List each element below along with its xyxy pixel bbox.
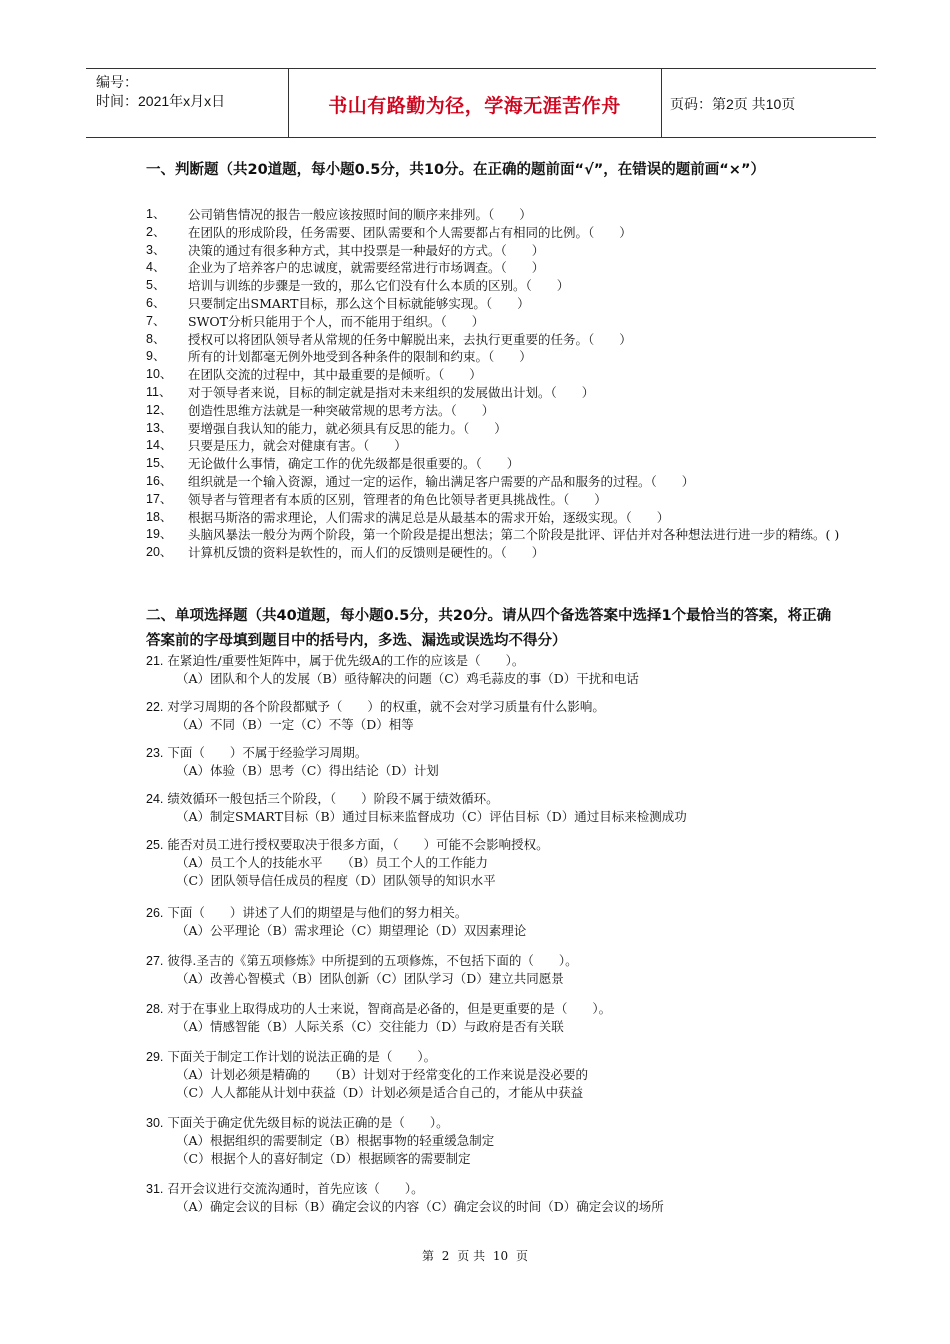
question-number: 23. — [146, 746, 164, 760]
tf-question — [146, 259, 846, 277]
tf-question — [146, 277, 846, 295]
question-number: 19、 — [146, 527, 173, 542]
code-label: 编号： — [96, 74, 138, 90]
answer-options: （C）团队领导信任成员的程度（D）团队领导的知识水平 — [176, 873, 496, 888]
question-number: 11、 — [146, 384, 172, 399]
question-number: 1、 — [146, 207, 166, 221]
question-text: 对于在事业上取得成功的人士来说，智商高是必备的，但是更重要的是（ ）。 — [167, 1001, 612, 1016]
question-number: 26. — [146, 906, 164, 920]
tf-question — [146, 402, 846, 420]
question-text: 组织就是一个输入资源，通过一定的运作，输出满足客户需要的产品和服务的过程。（ ） — [188, 473, 695, 489]
tf-question — [146, 491, 846, 509]
question-number: 18、 — [146, 509, 173, 524]
question-text: 授权可以将团队领导者从常规的任务中解脱出来，去执行更重要的任务。（ ） — [188, 331, 632, 347]
question-number: 25. — [146, 838, 164, 852]
mc-question — [146, 836, 846, 890]
header-meta — [96, 73, 225, 111]
question-number: 12、 — [146, 402, 173, 417]
question-number: 15、 — [146, 456, 173, 471]
answer-options: （A）改善心智模式（B）团队创新（C）团队学习（D）建立共同愿景 — [176, 971, 564, 986]
mc-question — [146, 698, 846, 734]
footer-total-pages: 10 — [492, 1249, 509, 1263]
question-text: 下面（ ）不属于经验学习周期。 — [167, 745, 368, 760]
question-text: 下面关于制定工作计划的说法正确的是（ ）。 — [167, 1049, 437, 1064]
question-stem — [146, 1000, 846, 1018]
question-text: 领导者与管理者有本质的区别，管理者的角色比领导者更具挑战性。（ ） — [188, 491, 607, 507]
question-stem — [146, 1180, 846, 1198]
question-text: 能否对员工进行授权要取决于很多方面，（ ）可能不会影响授权。 — [167, 837, 549, 852]
tf-question — [146, 348, 846, 366]
question-text: 企业为了培养客户的忠诚度，就需要经常进行市场调查。（ ） — [188, 260, 545, 276]
tf-question — [146, 473, 846, 491]
mc-question — [146, 1048, 846, 1102]
question-text: 在团队的形成阶段，任务需要、团队需要和个人需要都占有相同的比例。（ ） — [188, 224, 632, 240]
section2-title: 二、单项选择题（共40道题，每小题0.5分，共20分。请从四个备选答案中选择1个最恰当的答案，将正确答案前的字母填到题目中的括号内，多选、漏选或误选均不得分） — [146, 608, 832, 649]
tf-question — [146, 455, 846, 473]
question-stem — [146, 790, 846, 808]
answer-options: （A）不同（B）一定（C）不等（D）相等 — [176, 717, 414, 732]
tf-question — [146, 526, 846, 544]
mc-question — [146, 652, 846, 688]
header-motto: 书山有路勤为径，学海无涯苦作舟 — [328, 95, 621, 117]
question-text: 彼得.圣吉的《第五项修炼》中所提到的五项修炼，不包括下面的（ ）。 — [167, 953, 578, 968]
tf-question — [146, 206, 846, 224]
question-number: 5、 — [146, 278, 166, 293]
question-text: 对学习周期的各个阶段都赋予（ ）的权重，就不会对学习质量有什么影响。 — [167, 699, 605, 714]
tf-question — [146, 224, 846, 242]
question-text: 只要是压力，就会对健康有害。（ ） — [188, 438, 407, 454]
question-stem — [146, 744, 846, 762]
question-text: SWOT分析只能用于个人，而不能用于组织。（ ） — [188, 313, 485, 329]
question-stem — [146, 1048, 846, 1066]
question-text: 对于领导者来说，目标的制定就是指对未来组织的发展做出计划。（ ） — [188, 384, 595, 400]
question-number: 27. — [146, 954, 164, 968]
footer-prefix: 第 — [421, 1249, 434, 1263]
footer-current-page: 2 — [441, 1249, 450, 1263]
answer-options: （C）人人都能从计划中获益（D）计划必须是适合自己的，才能从中获益 — [176, 1085, 584, 1100]
question-text: 公司销售情况的报告一般应该按照时间的顺序来排列。（ ） — [188, 207, 532, 222]
question-text: 召开会议进行交流沟通时，首先应该（ ）。 — [167, 1181, 424, 1196]
mc-question — [146, 1114, 846, 1168]
tf-question — [146, 295, 846, 313]
header-page-label: 页码：第2页 共10页 — [670, 96, 796, 112]
question-number: 28. — [146, 1002, 164, 1016]
question-text: 只要制定出SMART目标，那么这个目标就能够实现。（ ） — [188, 295, 530, 311]
question-number: 17、 — [146, 491, 173, 506]
answer-options: （A）制定SMART目标（B）通过目标来监督成功（C）评估目标（D）通过目标来检测成功 — [176, 809, 687, 824]
mc-question — [146, 790, 846, 826]
question-stem — [146, 952, 846, 970]
question-text: 计算机反馈的资料是软性的，而人们的反馈则是硬性的。（ ） — [188, 545, 545, 561]
footer-middle: 页 共 — [457, 1249, 486, 1263]
question-number: 9、 — [146, 349, 166, 364]
page-footer — [0, 1247, 950, 1264]
question-text: 头脑风暴法一般分为两个阶段，第一个阶段是提出想法；第二个阶段是批评、评估并对各种想法进行进一步的精练。( ) — [188, 527, 840, 543]
question-number: 20、 — [146, 545, 173, 560]
tf-question — [146, 420, 846, 438]
multiple-choice-list — [146, 652, 846, 1216]
question-text: 根据马斯洛的需求理论，人们需求的满足总是从最基本的需求开始，逐级实现。（ ） — [188, 509, 670, 525]
question-number: 3、 — [146, 242, 166, 257]
true-false-list — [146, 206, 846, 562]
question-stem — [146, 698, 846, 716]
question-stem — [146, 836, 846, 854]
question-text: 创造性思维方法就是一种突破常规的思考方法。（ ） — [188, 402, 495, 418]
question-text: 培训与训练的步骤是一致的，那么它们没有什么本质的区别。（ ） — [188, 278, 570, 294]
mc-question — [146, 744, 846, 780]
mc-question — [146, 952, 846, 988]
question-text: 无论做什么事情，确定工作的优先级都是很重要的。（ ） — [188, 456, 520, 472]
answer-options: （C）根据个人的喜好制定（D）根据顾客的需要制定 — [176, 1151, 471, 1166]
question-text: 在紧迫性/重要性矩阵中，属于优先级A的工作的应该是（ ）。 — [167, 653, 525, 668]
question-number: 8、 — [146, 331, 166, 346]
question-text: 下面关于确定优先级目标的说法正确的是（ ）。 — [167, 1115, 449, 1130]
tf-question — [146, 437, 846, 455]
question-number: 24. — [146, 792, 164, 806]
tf-question — [146, 313, 846, 331]
answer-options: （A）计划必须是精确的 （B）计划对于经常变化的工作来说是没必要的 — [176, 1067, 588, 1082]
answer-options: （A）体验（B）思考（C）得出结论（D）计划 — [176, 763, 439, 778]
question-text: 要增强自我认知的能力，就必须具有反思的能力。（ ） — [188, 420, 507, 436]
question-text: 决策的通过有很多种方式，其中投票是一种最好的方式。（ ） — [188, 242, 545, 258]
question-number: 6、 — [146, 295, 166, 310]
answer-options: （A）确定会议的目标（B）确定会议的内容（C）确定会议的时间（D）确定会议的场所 — [176, 1199, 664, 1214]
question-number: 4、 — [146, 260, 166, 275]
question-number: 30. — [146, 1116, 164, 1130]
question-number: 29. — [146, 1050, 164, 1064]
mc-question — [146, 904, 846, 940]
tf-question — [146, 366, 846, 384]
question-number: 22. — [146, 700, 164, 714]
question-number: 31. — [146, 1182, 164, 1196]
footer-suffix: 页 — [516, 1249, 529, 1263]
mc-question — [146, 1180, 846, 1216]
page-header — [86, 68, 876, 138]
question-number: 16、 — [146, 473, 173, 488]
question-number: 10、 — [146, 367, 173, 382]
answer-options: （A）情感智能（B）人际关系（C）交往能力（D）与政府是否有关联 — [176, 1019, 564, 1034]
question-text: 绩效循环一般包括三个阶段，（ ）阶段不属于绩效循环。 — [167, 791, 499, 806]
question-text: 所有的计划都毫无例外地受到各种条件的限制和约束。（ ） — [188, 349, 532, 365]
question-stem — [146, 652, 846, 670]
answer-options: （A）根据组织的需要制定（B）根据事物的轻重缓急制定 — [176, 1133, 495, 1148]
question-number: 14、 — [146, 438, 173, 453]
tf-question — [146, 384, 846, 402]
question-text: 下面（ ）讲述了人们的期望是与他们的努力相关。 — [167, 905, 468, 920]
question-number: 2、 — [146, 224, 166, 239]
tf-question — [146, 242, 846, 260]
tf-question — [146, 544, 846, 562]
question-number: 13、 — [146, 420, 173, 435]
tf-question — [146, 509, 846, 527]
question-stem — [146, 904, 846, 922]
section1-title: 一、判断题（共20道题，每小题0.5分，共10分。在正确的题前面“√”，在错误的题前画“×”） — [146, 162, 765, 178]
question-text: 在团队交流的过程中，其中最重要的是倾听。（ ） — [188, 367, 482, 383]
tf-question — [146, 331, 846, 349]
answer-options: （A）公平理论（B）需求理论（C）期望理论（D）双因素理论 — [176, 923, 527, 938]
time-label: 时间：2021年x月x日 — [96, 93, 226, 109]
answer-options: （A）员工个人的技能水平 （B）员工个人的工作能力 — [176, 855, 488, 870]
question-stem — [146, 1114, 846, 1132]
header-divider — [661, 69, 662, 137]
answer-options: （A）团队和个人的发展（B）亟待解决的问题（C）鸡毛蒜皮的事（D）干扰和电话 — [176, 671, 639, 686]
mc-question — [146, 1000, 846, 1036]
question-number: 21. — [146, 654, 164, 668]
question-number: 7、 — [146, 313, 166, 328]
